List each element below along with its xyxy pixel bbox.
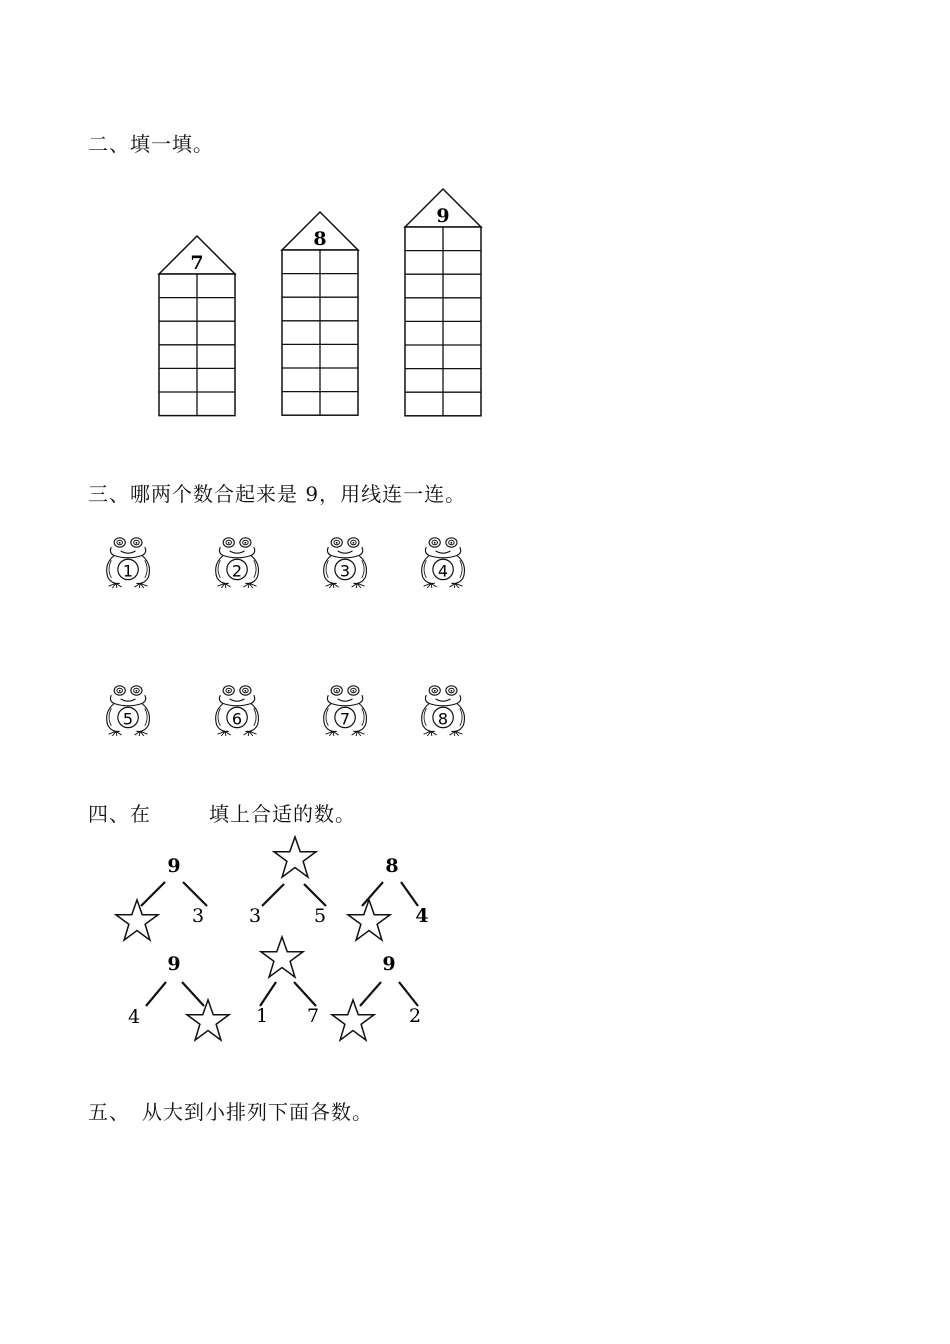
frog-3[interactable] (324, 538, 367, 588)
tree-branch-right (294, 982, 316, 1006)
frog-5[interactable] (107, 686, 150, 736)
star-blank-right[interactable] (187, 1000, 229, 1040)
number-house-7 (159, 236, 235, 416)
frog-number: 8 (437, 709, 449, 729)
tree-number-right: 7 (306, 1005, 320, 1027)
frog-4[interactable] (422, 538, 465, 588)
tree-branch-left (362, 882, 383, 906)
section-2-title: 二、填一填。 (88, 132, 214, 156)
section-5-title-a: 五、 (88, 1100, 130, 1124)
number-tree-2 (249, 837, 326, 927)
star-blank-top[interactable] (261, 937, 303, 977)
section-4-title-b: 填上合适的数。 (209, 802, 356, 826)
tree-branch-right (399, 982, 418, 1006)
frog-2[interactable] (216, 538, 259, 588)
tree-number-left: 3 (248, 905, 262, 927)
frog-number: 5 (122, 709, 134, 729)
tree-number-left: 1 (255, 1005, 269, 1027)
tree-number-right: 5 (313, 905, 327, 927)
number-house-9 (405, 189, 481, 416)
section-4-title-a: 四、在 (88, 802, 151, 826)
frog-number: 1 (122, 561, 134, 581)
tree-number-right: 3 (191, 905, 205, 927)
frogs-group (107, 538, 465, 736)
number-tree-6 (332, 953, 421, 1040)
frog-number: 6 (231, 709, 243, 729)
tree-branch-left (360, 982, 381, 1006)
tree-branch-right (182, 982, 204, 1006)
house-number: 7 (190, 252, 204, 274)
frog-number: 3 (339, 561, 351, 581)
house-number: 9 (436, 205, 450, 227)
tree-branch-left (141, 882, 165, 906)
tree-number-top: 9 (382, 953, 396, 975)
tree-number-top: 9 (167, 855, 181, 877)
tree-branch-right (304, 884, 326, 906)
tree-number-left: 4 (127, 1006, 141, 1028)
tree-branch-left (260, 982, 276, 1006)
frog-1[interactable] (107, 538, 150, 588)
tree-branch-right (401, 882, 418, 906)
section-3-title: 三、哪两个数合起来是 9，用线连一连。 (88, 482, 467, 506)
tree-number-right: 4 (415, 905, 429, 927)
frog-6[interactable] (216, 686, 259, 736)
tree-branch-left (146, 982, 166, 1006)
tree-number-top: 9 (167, 953, 181, 975)
tree-number-right: 2 (408, 1005, 422, 1027)
trees-group (116, 837, 429, 1040)
star-blank-top[interactable] (274, 837, 316, 877)
tree-branch-left (262, 884, 284, 906)
number-house-8 (282, 212, 358, 415)
star-blank-left[interactable] (348, 900, 390, 940)
house-number: 8 (313, 228, 327, 250)
star-blank-left[interactable] (332, 1000, 374, 1040)
houses-group (159, 189, 481, 416)
frog-7[interactable] (324, 686, 367, 736)
number-tree-5 (256, 937, 319, 1027)
frog-8[interactable] (422, 686, 465, 736)
frog-number: 2 (231, 561, 243, 581)
star-blank-left[interactable] (116, 900, 158, 940)
frog-number: 4 (437, 561, 449, 581)
frog-number: 7 (339, 709, 351, 729)
tree-branch-right (183, 882, 207, 906)
section-5-title-b: 从大到小排列下面各数。 (142, 1100, 373, 1124)
number-tree-4 (128, 953, 229, 1040)
tree-number-top: 8 (385, 855, 399, 877)
number-tree-3 (348, 855, 429, 940)
number-tree-1 (116, 855, 207, 940)
